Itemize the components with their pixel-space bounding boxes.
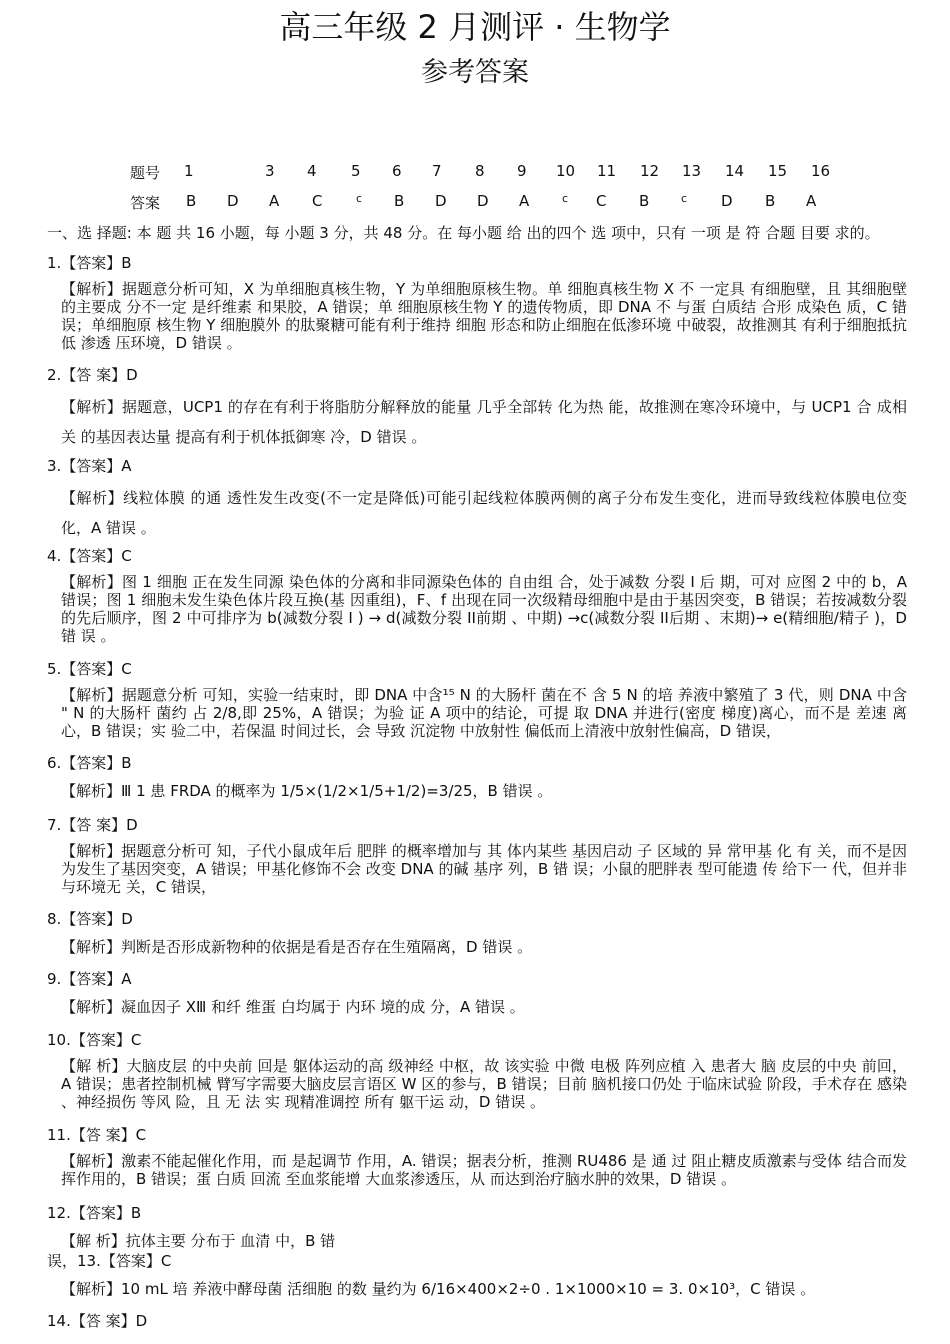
answer-table-header-row	[0, 162, 950, 186]
table-cell-answer: B	[394, 192, 405, 210]
answer-label: 6.【答案】B	[47, 754, 132, 772]
table-cell-answer: B	[765, 192, 776, 210]
question-10	[47, 1029, 907, 1111]
answer-label: 4.【答案】C	[47, 547, 132, 565]
answer-label: 11.【答 案】C	[47, 1126, 147, 1144]
answer-label: 8.【答案】D	[47, 910, 133, 928]
answer-label: 误，13.【答案】C	[47, 1252, 172, 1270]
answer-label: 1.【答案】B	[47, 254, 132, 272]
table-cell-answer: D	[477, 192, 489, 210]
table-cell-answer: A	[269, 192, 280, 210]
table-cell-number: 14	[725, 162, 745, 180]
table-row-label: 题号	[130, 164, 161, 182]
table-cell-answer: c	[562, 192, 569, 205]
explanation: 【解析】10 mL 培 养液中酵母菌 活细胞 的数 量约为 6/16×400×2÷0 . 1×1000×10 = 3. 0×10³，C 错误 。	[61, 1280, 816, 1298]
table-cell-number: 5	[351, 162, 361, 180]
table-cell-answer: D	[227, 192, 239, 210]
table-cell-number: 7	[432, 162, 442, 180]
table-cell-number: 11	[597, 162, 617, 180]
explanation: 【解析】据题意分析可 知，子代小鼠成年后 肥胖 的概率增加与 其 体内某些 基因启动 子 区域的 异 常甲基 化 有 关，而不是因为发生了基因突变，A 错误；甲基化修饰不会 改变 DNA 的碱 基序 列，B 错 误；小鼠的肥胖表 型可能遗 传 给下一 代，但并非与环境无 关，C 错误，	[61, 842, 907, 896]
explanation: 【解析】据题意分析可知，X 为单细胞真核生物，Y 为单细胞原核生物。单 细胞真核生物 X 不 一定具 有细胞壁，且 其细胞壁 的主要成 分不一定 是纤维素 和果胶，A 错误；单 细胞原核生物 Y 的遗传物质，即 DNA 不 与蛋 白质结 合形 成染色 质，C 错误；单细胞原 核生物 Y 细胞膜外 的肽聚糖可能有利于维持 细胞 形态和防止细胞在低渗环境 中破裂，故推测其 有利于细胞抵抗低 渗透 压环境，D 错误 。	[61, 280, 907, 352]
answer-label: 12.【答案】B	[47, 1204, 142, 1222]
question-2	[47, 364, 907, 452]
answer-table-answer-row	[0, 192, 950, 216]
table-cell-number: 1	[184, 162, 194, 180]
table-cell-answer: c	[681, 192, 688, 205]
explanation: 【解析】据题意，UCP1 的存在有利于将脂肪分解释放的能量 几乎全部转 化为热 能，故推测在寒冷环境中，与 UCP1 合 成相关 的基因表达量 提高有利于机体抵御寒 冷，D 错误 。	[61, 398, 907, 446]
explanation: 【解析】据题意分析 可知，实验一结束时，即 DNA 中含¹⁵ N 的大肠杆 菌在不 含 5 N 的培 养液中繁殖了 3 代，则 DNA 中含 " N 的大肠杆 菌约 占 2/8,即 25%，A 错误；为验 证 A 项中的结论，可提 取 DNA 并进行(密度 梯度)离心，而不是 差速 离心，B 错误；实 验二中，若保温 时间过长，会 导致 沉淀物 中放射性 偏低而上清液中放射性偏高，D 错误，	[61, 686, 907, 740]
explanation: 【解析】图 1 细胞 正在发生同源 染色体的分离和非同源染色体的 自由组 合，处于减数 分裂 I 后 期，可对 应图 2 中的 b，A 错误；图 1 细胞未发生染色体片段互换(基 因重组)，F、f 出现在同一次级精母细胞中是由于基因突变，B 错误；若按减数分裂的先后顺序，图 2 中可排序为 b(减数分裂 I ) → d(减数分裂 II前期 、中期) →c(减数分裂 II后期 、末期)→ e(精细胞/精子 )，D 错 误 。	[61, 573, 907, 645]
answer-label: 10.【答案】C	[47, 1031, 142, 1049]
question-11	[47, 1124, 907, 1188]
question-9	[47, 968, 907, 1018]
explanation: 【解析】Ⅲ 1 患 FRDA 的概率为 1/5×(1/2×1/5+1/2)=3/25，B 错误 。	[61, 782, 553, 800]
table-cell-answer: C	[596, 192, 607, 210]
table-cell-answer: D	[721, 192, 733, 210]
table-cell-number: 3	[265, 162, 275, 180]
table-cell-answer: B	[639, 192, 650, 210]
table-cell-answer: A	[806, 192, 817, 210]
answer-label: 5.【答案】C	[47, 660, 132, 678]
table-cell-number: 8	[475, 162, 485, 180]
answer-label: 2.【答 案】D	[47, 366, 138, 384]
table-cell-answer: D	[435, 192, 447, 210]
table-row-label: 答案	[130, 194, 161, 212]
page-title: 高三年级 2 月测评 · 生物学	[279, 8, 671, 46]
table-cell-answer: C	[312, 192, 323, 210]
answer-label: 3.【答案】A	[47, 457, 132, 475]
answer-label: 9.【答案】A	[47, 970, 132, 988]
answer-label: 14.【答 案】D	[47, 1312, 148, 1330]
question-5	[47, 658, 907, 740]
table-cell-number: 10	[556, 162, 576, 180]
table-cell-number: 6	[392, 162, 402, 180]
explanation: 【解析】激素不能起催化作用，而 是起调节 作用，A. 错误；据表分析，推测 RU486 是 通 过 阻止糖皮质激素与受体 结合而发挥作用的，B 错误；蛋 白质 回流 至血浆能增 大血浆渗透压，从 而达到治疗脑水肿的效果，D 错误 。	[61, 1152, 907, 1188]
question-4	[47, 545, 907, 645]
table-cell-number: 4	[307, 162, 317, 180]
table-cell-answer: A	[519, 192, 530, 210]
page-subtitle: 参考答案	[421, 57, 529, 88]
table-cell-number: 12	[640, 162, 660, 180]
explanation: 【解析】线粒体膜 的通 透性发生改变(不一定是降低)可能引起线粒体膜两侧的离子分布发生变化，进而导致线粒体膜电位变化，A 错误 。	[61, 489, 907, 537]
table-cell-number: 16	[811, 162, 831, 180]
answer-label: 7.【答 案】D	[47, 816, 138, 834]
explanation: 【解析】凝血因子 XⅢ 和纤 维蛋 白均属于 内环 境的成 分，A 错误 。	[61, 998, 525, 1016]
table-cell-number: 9	[517, 162, 527, 180]
table-cell-number: 13	[682, 162, 702, 180]
question-12	[47, 1202, 907, 1252]
explanation: 【解 析】抗体主要 分布于 血清 中，B 错	[61, 1232, 336, 1250]
question-1	[47, 252, 907, 352]
table-cell-answer: c	[356, 192, 363, 205]
question-14	[47, 1310, 907, 1332]
question-6	[47, 752, 907, 802]
question-7	[47, 814, 907, 896]
section-intro: 一、选 择题: 本 题 共 16 小题，每 小题 3 分，共 48 分。在 每小题 给 出的四个 选 项中，只有 一项 是 符 合题 目要 求的。	[47, 224, 880, 242]
question-3	[47, 455, 907, 543]
explanation: 【解析】判断是否形成新物种的依据是看是否存在生殖隔离，D 错误 。	[61, 938, 533, 956]
table-cell-answer: B	[186, 192, 197, 210]
table-cell-number: 15	[768, 162, 788, 180]
question-8	[47, 908, 907, 958]
question-13	[47, 1250, 907, 1300]
explanation: 【解 析】大脑皮层 的中央前 回是 躯体运动的高 级神经 中枢，故 该实验 中微 电极 阵列应植 入 患者大 脑 皮层的中央 前回，A 错误；患者控制机械 臂写字需要大脑皮层言语区 W 区的参与，B 错误；目前 脑机接口仍处 于临床试验 阶段，手术存在 感染 、神经损伤 等风 险，且 无 法 实 现精准调控 所有 躯干运 动，D 错误 。	[61, 1057, 907, 1111]
